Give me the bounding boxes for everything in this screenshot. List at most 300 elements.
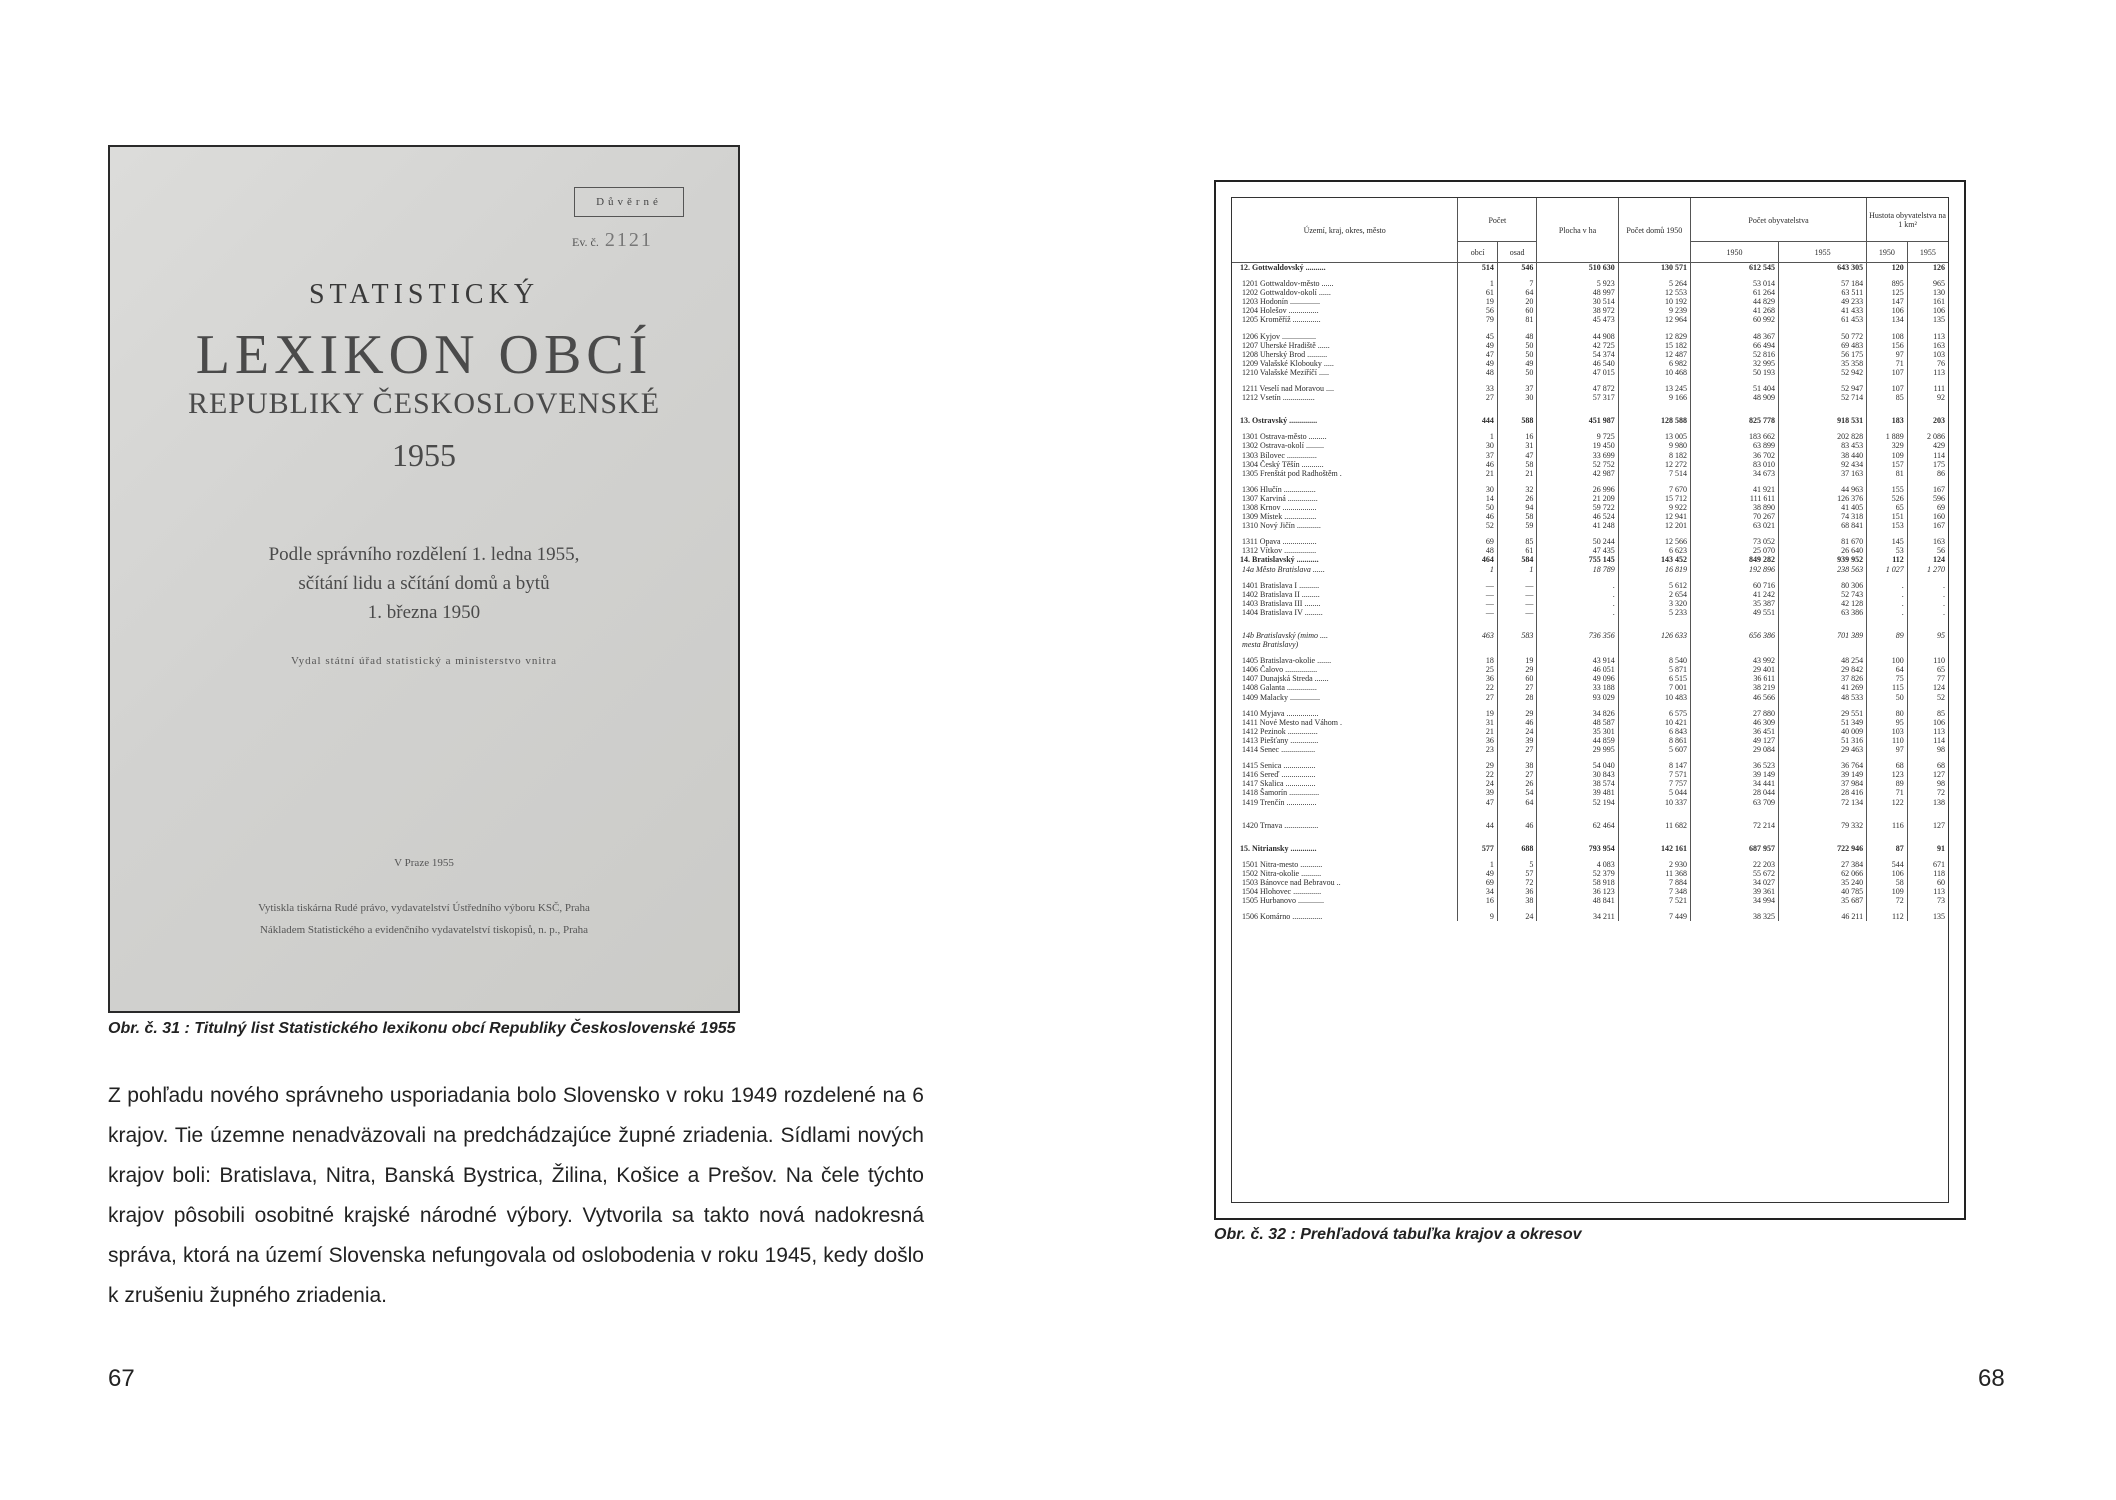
cell-d1950: 134: [1867, 315, 1908, 324]
spacer-cell: [1690, 377, 1778, 384]
spacer-cell: [1690, 853, 1778, 860]
cell-obci: 50: [1458, 503, 1498, 512]
table-spacer-row: [1232, 837, 1948, 844]
cover-subtitle: [110, 540, 738, 627]
cell-obci: 1: [1458, 279, 1498, 288]
cell-d1955: 135: [1933, 912, 1945, 922]
spacer-cell: [1907, 325, 1948, 332]
cell-p1950: 51 404: [1690, 384, 1778, 393]
cell-name: 1310 Nový Jičín ............: [1232, 521, 1458, 530]
cell-area: 510 630: [1537, 263, 1618, 273]
cell-p1950: 38 219: [1690, 683, 1778, 692]
cell-obci: 61: [1458, 288, 1498, 297]
cell-obci: 25: [1458, 665, 1498, 674]
cell-d1955: 111: [1933, 384, 1945, 394]
cell-name: 13. Ostravský ..............: [1232, 416, 1458, 425]
cell-osad: 16: [1497, 432, 1537, 441]
cell-houses: 9 922: [1618, 503, 1690, 512]
cell-houses: 130 571: [1618, 263, 1690, 273]
cell-osad: 37: [1497, 384, 1537, 393]
cell-p1950: 73 052: [1690, 537, 1778, 546]
cell-name: 1409 Malacky ...............: [1232, 693, 1458, 702]
cell-d1950: 147: [1867, 297, 1908, 306]
cell-obci: 47: [1458, 798, 1498, 807]
cell-name: 1417 Skalica ...............: [1232, 779, 1458, 788]
header-pop-1950: 1950: [1690, 242, 1778, 263]
cell-name: 1401 Bratislava I ..........: [1232, 581, 1458, 590]
cell-name: 1301 Ostrava-město .........: [1232, 432, 1458, 441]
spacer-cell: [1458, 377, 1498, 384]
spacer-cell: [1458, 853, 1498, 860]
spacer-cell: [1458, 409, 1498, 416]
cell-p1950: 29 084: [1690, 745, 1778, 754]
cell-d1950: 50: [1867, 693, 1908, 702]
cell-houses: 5 612: [1618, 581, 1690, 590]
cell-p1955: 35 687: [1779, 896, 1867, 905]
cell-d1955: 113: [1933, 331, 1945, 341]
cell-obci: 48: [1458, 546, 1498, 555]
cell-osad: 60: [1497, 306, 1537, 315]
cell-obci: 27: [1458, 693, 1498, 702]
cell-p1955: 52 743: [1779, 590, 1867, 599]
spacer-cell: [1537, 530, 1618, 537]
cell-d1950: 145: [1867, 537, 1908, 546]
table-row: [1232, 368, 1948, 377]
cell-area: 4 083: [1537, 860, 1618, 869]
cell-name: 1407 Dunajská Streda .......: [1232, 674, 1458, 683]
spacer-cell: [1907, 649, 1948, 656]
cell-name: mesta Bratislavy): [1232, 640, 1458, 649]
cell-area: 34 826: [1537, 709, 1618, 718]
spacer-cell: [1907, 905, 1948, 912]
cell-osad: 21: [1497, 469, 1537, 478]
table-row: [1232, 512, 1948, 521]
cell-osad: 54: [1497, 788, 1537, 797]
table-row: [1232, 745, 1948, 754]
spacer-cell: [1232, 702, 1458, 709]
table-body: [1232, 263, 1948, 922]
table-row: [1232, 590, 1948, 599]
cover-printer-2: Nákladem Statistického a evidenčního vydavatelství tiskopisů, n. p., Praha: [259, 924, 589, 936]
cell-d1955: 95: [1937, 631, 1945, 640]
cell-p1955: 238 563: [1779, 565, 1867, 574]
spacer-cell: [1537, 325, 1618, 332]
cell-area: 42 725: [1537, 341, 1618, 350]
cell-name: 1305 Frenštát pod Radhoštěm .: [1232, 469, 1458, 478]
table-row: [1232, 350, 1948, 359]
cell-d1950: 95: [1867, 718, 1908, 727]
cell-d1955: 175: [1933, 459, 1945, 469]
spacer-cell: [1779, 624, 1867, 631]
cell-d1955: 671: [1933, 859, 1945, 869]
spacer-cell: [1458, 530, 1498, 537]
spacer-cell: [1232, 402, 1458, 409]
spacer-cell: [1618, 530, 1690, 537]
cell-p1955: 37 826: [1779, 674, 1867, 683]
table-spacer-row: [1232, 425, 1948, 432]
cell-d1955: 118: [1933, 868, 1945, 878]
spacer-cell: [1867, 837, 1908, 844]
cell-obci: 14: [1458, 494, 1498, 503]
cell-name: 1201 Gottwaldov-město ......: [1232, 279, 1458, 288]
cell-name: 1501 Nitra-mesto ...........: [1232, 860, 1458, 869]
cell-houses: 12 566: [1618, 537, 1690, 546]
table-row: [1232, 709, 1948, 718]
cell-p1950: [1690, 640, 1778, 649]
table-row: [1232, 384, 1948, 393]
spacer-cell: [1537, 624, 1618, 631]
cell-d1955: 127: [1933, 770, 1945, 780]
cell-d1955: 161: [1933, 297, 1945, 307]
header-density: Hustota obyvatelstva na 1 km²: [1867, 198, 1948, 242]
cell-p1950: 29 401: [1690, 665, 1778, 674]
cell-obci: 464: [1458, 555, 1498, 564]
cell-houses: 5 871: [1618, 665, 1690, 674]
table-row: [1232, 821, 1948, 830]
cell-d1950: 97: [1867, 350, 1908, 359]
cell-osad: 58: [1497, 460, 1537, 469]
cell-area: [1537, 640, 1618, 649]
cell-osad: 50: [1497, 350, 1537, 359]
spacer-cell: [1690, 624, 1778, 631]
header-osad: osad: [1497, 242, 1537, 263]
cell-osad: 588: [1497, 416, 1537, 425]
cell-houses: 10 421: [1618, 718, 1690, 727]
cell-obci: 33: [1458, 384, 1498, 393]
spacer-cell: [1618, 325, 1690, 332]
cell-p1955: 46 211: [1779, 912, 1867, 921]
table-spacer-row: [1232, 402, 1948, 409]
cell-p1950: 25 070: [1690, 546, 1778, 555]
cell-houses: 10 468: [1618, 368, 1690, 377]
header-territory: Území, kraj, okres, město: [1232, 198, 1458, 263]
spacer-cell: [1497, 830, 1537, 837]
cell-obci: 27: [1458, 393, 1498, 402]
spacer-cell: [1690, 325, 1778, 332]
spacer-cell: [1779, 530, 1867, 537]
cell-area: 47 015: [1537, 368, 1618, 377]
cell-p1955: 39 149: [1779, 770, 1867, 779]
table-row: [1232, 288, 1948, 297]
cell-obci: —: [1458, 590, 1498, 599]
cell-osad: 94: [1497, 503, 1537, 512]
cell-osad: 38: [1497, 896, 1537, 905]
cell-p1950: 849 282: [1690, 555, 1778, 564]
cell-p1955: 51 316: [1779, 736, 1867, 745]
cell-area: 451 987: [1537, 416, 1618, 425]
spacer-cell: [1779, 853, 1867, 860]
cell-d1950: 65: [1867, 503, 1908, 512]
cover-year: 1955: [392, 437, 456, 473]
cell-name: 1304 Český Těšín ...........: [1232, 460, 1458, 469]
page-number-left: 67: [108, 1365, 135, 1392]
cell-obci: 1: [1458, 432, 1498, 441]
cell-d1950: 89: [1867, 631, 1908, 640]
spacer-cell: [1537, 702, 1618, 709]
cell-d1955: 60: [1937, 877, 1945, 887]
cell-p1955: 92 434: [1779, 460, 1867, 469]
cell-osad: 36: [1497, 887, 1537, 896]
cell-p1950: 72 214: [1690, 821, 1778, 830]
cell-name: 1303 Bílovec ...............: [1232, 451, 1458, 460]
cell-p1950: 53 014: [1690, 279, 1778, 288]
spacer-cell: [1458, 754, 1498, 761]
spacer-cell: [1497, 814, 1537, 821]
table-row: [1232, 546, 1948, 555]
spacer-cell: [1618, 624, 1690, 631]
cell-name: 14b Bratislavský (mimo ....: [1232, 631, 1458, 640]
cell-houses: 142 161: [1618, 844, 1690, 853]
cell-obci: —: [1458, 608, 1498, 617]
cell-d1950: 112: [1867, 555, 1908, 564]
spacer-cell: [1497, 649, 1537, 656]
table-row: [1232, 860, 1948, 869]
spacer-cell: [1779, 905, 1867, 912]
table-row: [1232, 416, 1948, 425]
cell-d1955: 72: [1937, 788, 1945, 798]
cell-osad: 47: [1497, 451, 1537, 460]
cell-houses: 12 201: [1618, 521, 1690, 530]
cell-area: 33 188: [1537, 683, 1618, 692]
cell-d1955: 76: [1937, 358, 1945, 368]
cell-houses: 12 964: [1618, 315, 1690, 324]
cell-obci: 19: [1458, 709, 1498, 718]
cell-p1950: 60 992: [1690, 315, 1778, 324]
cell-d1950: 106: [1867, 869, 1908, 878]
cell-p1955: 27 384: [1779, 860, 1867, 869]
spacer-cell: [1907, 402, 1948, 409]
table-spacer-row: [1232, 377, 1948, 384]
cell-osad: 5: [1497, 860, 1537, 869]
cell-p1955: 56 175: [1779, 350, 1867, 359]
cell-p1950: 825 778: [1690, 416, 1778, 425]
table-spacer-row: [1232, 830, 1948, 837]
cell-p1955: 74 318: [1779, 512, 1867, 521]
spacer-cell: [1497, 617, 1537, 624]
spacer-cell: [1779, 409, 1867, 416]
cover-printer-1: Vytiskla tiskárna Rudé právo, vydavatelství Ústředního výboru KSČ, Praha: [258, 902, 590, 914]
cell-d1955: 73: [1937, 896, 1945, 906]
cell-houses: 9 980: [1618, 441, 1690, 450]
table-row: [1232, 727, 1948, 736]
spacer-cell: [1458, 402, 1498, 409]
cell-p1950: 49 127: [1690, 736, 1778, 745]
spacer-cell: [1232, 325, 1458, 332]
table-spacer-row: [1232, 754, 1948, 761]
cell-area: 58 918: [1537, 878, 1618, 887]
spacer-cell: [1232, 649, 1458, 656]
spacer-cell: [1497, 402, 1537, 409]
spacer-cell: [1497, 837, 1537, 844]
spacer-cell: [1458, 617, 1498, 624]
cell-d1955: 965: [1933, 279, 1945, 289]
spacer-cell: [1779, 377, 1867, 384]
cell-d1950: 103: [1867, 727, 1908, 736]
cell-name: 1416 Sereď .................: [1232, 770, 1458, 779]
cell-p1950: 35 387: [1690, 599, 1778, 608]
spacer-cell: [1458, 272, 1498, 279]
cell-obci: 16: [1458, 896, 1498, 905]
cell-d1955: 163: [1933, 537, 1945, 547]
cell-name: 1207 Uherské Hradiště ......: [1232, 341, 1458, 350]
cell-obci: 514: [1458, 263, 1498, 273]
cell-d1950: 112: [1867, 912, 1908, 921]
table-spacer-row: [1232, 807, 1948, 814]
table-row: [1232, 656, 1948, 665]
cell-p1950: 39 361: [1690, 887, 1778, 896]
spacer-cell: [1779, 272, 1867, 279]
cell-obci: 30: [1458, 485, 1498, 494]
spacer-cell: [1232, 574, 1458, 581]
statistics-table: [1232, 198, 1948, 921]
cover-place: V Praze 1955: [394, 857, 454, 869]
table-row: [1232, 599, 1948, 608]
table-row: [1232, 788, 1948, 797]
cell-obci: 49: [1458, 869, 1498, 878]
cell-p1955: 701 389: [1779, 631, 1867, 640]
cell-d1955: .: [1943, 580, 1945, 590]
cell-area: 48 841: [1537, 896, 1618, 905]
spacer-cell: [1867, 754, 1908, 761]
cell-osad: 30: [1497, 393, 1537, 402]
spacer-cell: [1232, 624, 1458, 631]
cell-p1955: 79 332: [1779, 821, 1867, 830]
spacer-cell: [1497, 702, 1537, 709]
table-row: [1232, 665, 1948, 674]
cell-d1955: .: [1943, 598, 1945, 608]
cell-d1955: 65: [1937, 665, 1945, 675]
cell-area: 38 972: [1537, 306, 1618, 315]
cell-name: 1405 Bratislava-okolie .......: [1232, 656, 1458, 665]
cover-subtitle-1: Podle správního rozdělení 1. ledna 1955,: [268, 544, 580, 565]
cell-houses: 6 843: [1618, 727, 1690, 736]
cell-d1950: 80: [1867, 709, 1908, 718]
cell-p1950: 83 010: [1690, 460, 1778, 469]
header-count: Počet: [1458, 198, 1537, 242]
spacer-cell: [1690, 617, 1778, 624]
table-spacer-row: [1232, 853, 1948, 860]
cell-p1955: 80 306: [1779, 581, 1867, 590]
spacer-cell: [1907, 617, 1948, 624]
cell-d1950: 153: [1867, 521, 1908, 530]
cell-d1950: 97: [1867, 745, 1908, 754]
spacer-cell: [1907, 830, 1948, 837]
cell-p1955: 126 376: [1779, 494, 1867, 503]
cell-p1955: 62 066: [1779, 869, 1867, 878]
cell-name: 15. Nitriansky .............: [1232, 844, 1458, 853]
cell-d1955: 596: [1933, 493, 1945, 503]
cell-p1950: 55 672: [1690, 869, 1778, 878]
cell-name: 1412 Pezinok ...............: [1232, 727, 1458, 736]
spacer-cell: [1618, 574, 1690, 581]
cell-houses: 126 633: [1618, 631, 1690, 640]
spacer-cell: [1458, 624, 1498, 631]
cell-d1950: 72: [1867, 896, 1908, 905]
spacer-cell: [1779, 807, 1867, 814]
spacer-cell: [1537, 272, 1618, 279]
table-spacer-row: [1232, 409, 1948, 416]
cell-osad: 50: [1497, 341, 1537, 350]
cell-houses: 12 829: [1618, 332, 1690, 341]
cell-area: .: [1537, 590, 1618, 599]
cell-d1950: .: [1867, 590, 1908, 599]
spacer-cell: [1867, 478, 1908, 485]
spacer-cell: [1618, 649, 1690, 656]
spacer-cell: [1537, 649, 1618, 656]
spacer-cell: [1867, 272, 1908, 279]
spacer-cell: [1907, 425, 1948, 432]
cell-obci: 36: [1458, 736, 1498, 745]
cell-area: 21 209: [1537, 494, 1618, 503]
cover-printer: [110, 897, 738, 941]
table-spacer-row: [1232, 272, 1948, 279]
spacer-cell: [1618, 478, 1690, 485]
spacer-cell: [1618, 377, 1690, 384]
cell-name: 1209 Valašské Klobouky .....: [1232, 359, 1458, 368]
cell-p1950: 36 611: [1690, 674, 1778, 683]
spacer-cell: [1618, 702, 1690, 709]
cell-p1950: 41 921: [1690, 485, 1778, 494]
cell-name: 1306 Hlučín ................: [1232, 485, 1458, 494]
spacer-cell: [1907, 702, 1948, 709]
spacer-cell: [1497, 807, 1537, 814]
cell-obci: [1458, 640, 1498, 649]
cell-obci: —: [1458, 581, 1498, 590]
cell-area: 18 789: [1537, 565, 1618, 574]
cell-osad: 50: [1497, 368, 1537, 377]
table-image: [1214, 180, 1966, 1220]
cell-area: 47 872: [1537, 384, 1618, 393]
cell-name: 1311 Opava .................: [1232, 537, 1458, 546]
cell-d1955: 160: [1933, 512, 1945, 522]
cell-obci: 69: [1458, 878, 1498, 887]
cell-p1950: 41 242: [1690, 590, 1778, 599]
cell-d1955: 69: [1937, 502, 1945, 512]
cell-osad: 7: [1497, 279, 1537, 288]
table-row: [1232, 297, 1948, 306]
spacer-cell: [1867, 905, 1908, 912]
cell-houses: 6 515: [1618, 674, 1690, 683]
cell-name: 1411 Nové Mesto nad Váhom .: [1232, 718, 1458, 727]
cell-osad: 60: [1497, 674, 1537, 683]
spacer-cell: [1690, 478, 1778, 485]
cell-osad: —: [1497, 608, 1537, 617]
cell-houses: 5 607: [1618, 745, 1690, 754]
cell-obci: 46: [1458, 460, 1498, 469]
cell-p1955: 49 233: [1779, 297, 1867, 306]
spacer-cell: [1537, 409, 1618, 416]
cell-p1950: 48 909: [1690, 393, 1778, 402]
cell-area: 736 356: [1537, 631, 1618, 640]
cell-obci: 23: [1458, 745, 1498, 754]
spacer-cell: [1497, 409, 1537, 416]
cell-d1950: 100: [1867, 656, 1908, 665]
cell-p1950: 34 441: [1690, 779, 1778, 788]
cell-area: 93 029: [1537, 693, 1618, 702]
cell-name: 1420 Trnava .................: [1232, 821, 1458, 830]
cell-p1955: 29 842: [1779, 665, 1867, 674]
cell-name: 1309 Místek ................: [1232, 512, 1458, 521]
cell-obci: 48: [1458, 368, 1498, 377]
spacer-cell: [1458, 807, 1498, 814]
cell-houses: 6 982: [1618, 359, 1690, 368]
cell-name: 1203 Hodonín ...............: [1232, 297, 1458, 306]
spacer-cell: [1497, 325, 1537, 332]
cell-houses: 7 521: [1618, 896, 1690, 905]
table-row: [1232, 460, 1948, 469]
cell-name: 1503 Bánovce nad Bebravou ..: [1232, 878, 1458, 887]
cell-d1955: 113: [1933, 367, 1945, 377]
